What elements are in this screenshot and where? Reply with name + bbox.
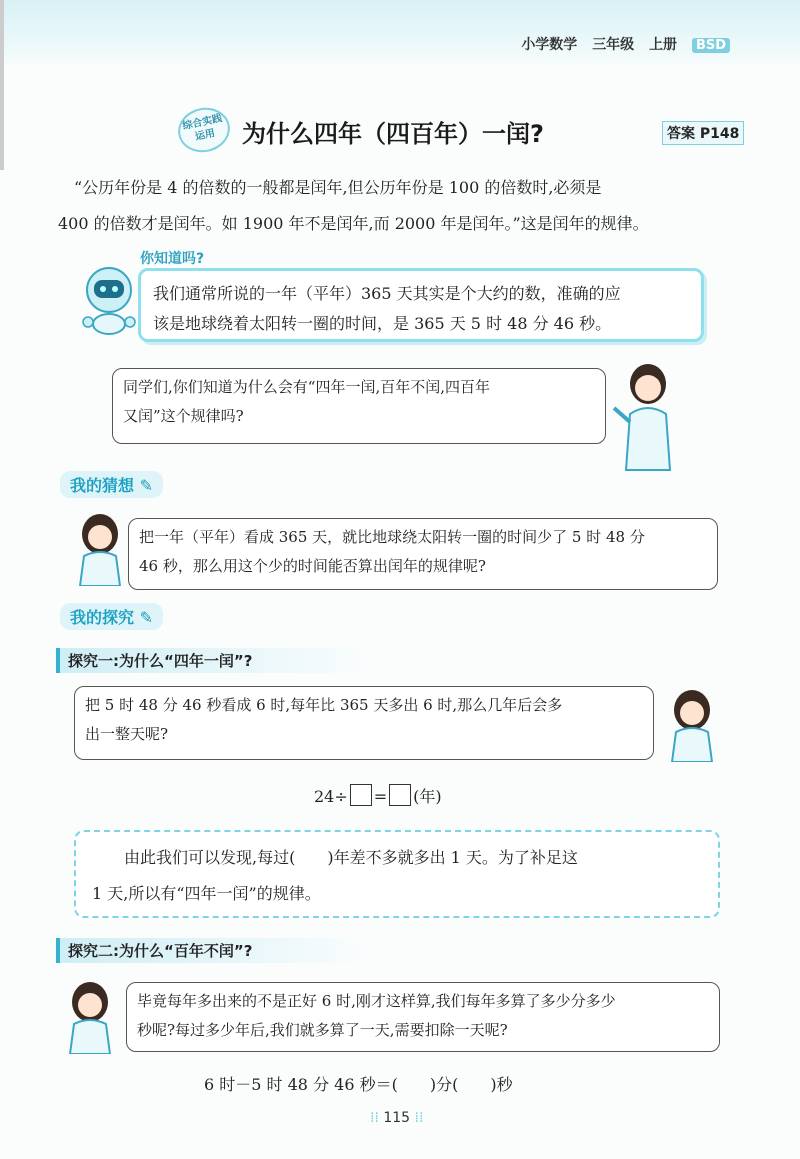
intro-line1: “公历年份是 4 的倍数的一般都是闰年,但公历年份是 100 的倍数时,必须是: [74, 178, 602, 197]
volume-label: 上册: [649, 37, 678, 53]
girl-illustration: [74, 512, 126, 586]
probe1-heading: 探究一:为什么“四年一闰”?: [56, 648, 376, 673]
guess-speech-bubble: [128, 518, 718, 590]
subject-label: 小学数学: [521, 37, 578, 53]
probe2-speech-bubble: [126, 982, 720, 1052]
page-number: [370, 1110, 423, 1126]
probe1-speech-bubble: [74, 686, 654, 760]
badge-line2: 运用: [194, 127, 217, 143]
page-edge: [0, 0, 4, 170]
page-dots-right: ⁞⁞: [414, 1110, 424, 1126]
conclusion-line1: 由此我们可以发现,每过( )年差不多就多出 1 天。为了补足这: [124, 848, 578, 867]
practice-badge: [174, 103, 234, 157]
intro-line2: 400 的倍数才是闰年。如 1900 年不是闰年,而 2000 年是闰年。”这是闰年的规律。: [58, 214, 649, 233]
eq-dividend: 24÷: [314, 787, 348, 806]
page-number-text: 115: [383, 1110, 411, 1126]
did-you-know-box: [138, 268, 704, 342]
answer-label: 答案: [667, 126, 695, 142]
pencil-icon: ✎: [139, 476, 153, 495]
explore-heading: [60, 603, 163, 630]
eq-equals: =: [373, 787, 388, 806]
did-you-know-line1: 我们通常所说的一年（平年）365 天其实是个大约的数，准确的应: [153, 284, 621, 303]
conclusion-line2: 1 天,所以有“四年一闰”的规律。: [92, 884, 321, 903]
probe2-heading: 探究二:为什么“百年不闰”?: [56, 938, 376, 963]
probe1-line1: 把 5 时 48 分 46 秒看成 6 时,每年比 365 天多出 6 时,那么几年后会多: [85, 696, 563, 714]
probe2-line1: 毕竟每年多出来的不是正好 6 时,刚才这样算,我们每年多算了多少分多少: [137, 992, 616, 1010]
intro-paragraph: [58, 170, 748, 242]
teacher-speech-bubble: [112, 368, 606, 444]
girl-illustration-3: [64, 980, 116, 1054]
edition-badge: BSD: [692, 38, 730, 53]
guess-line2: 46 秒，那么用这个少的时间能否算出闰年的规律呢?: [139, 557, 486, 575]
answer-box-2[interactable]: [389, 784, 411, 806]
guess-line1: 把一年（平年）看成 365 天，就比地球绕太阳转一圈的时间少了 5 时 48 分: [139, 528, 645, 546]
eq-unit: (年): [413, 787, 442, 806]
answer-page: P148: [699, 126, 740, 142]
header-info: [511, 34, 730, 54]
teacher-line1: 同学们,你们知道为什么会有“四年一闰,百年不闰,四百年: [123, 378, 490, 396]
teacher-illustration: [612, 362, 684, 472]
probe1-conclusion-box: [74, 830, 720, 918]
badge-line1: 综合实践: [181, 113, 224, 133]
pencil-icon: ✎: [139, 608, 153, 627]
did-you-know-line2: 该是地球绕着太阳转一圈的时间，是 365 天 5 时 48 分 46 秒。: [153, 314, 612, 333]
did-you-know-label: 你知道吗?: [140, 251, 205, 267]
probe1-line2: 出一整天呢?: [85, 725, 169, 743]
girl-illustration-2: [666, 688, 718, 762]
guess-heading: [60, 471, 163, 498]
grade-label: 三年级: [592, 37, 635, 53]
robot-illustration: [78, 262, 140, 340]
explore-heading-text: 我的探究: [70, 608, 135, 627]
answer-box-1[interactable]: [350, 784, 372, 806]
probe2-equation: 6 时－5 时 48 分 46 秒＝( )分( )秒: [204, 1075, 513, 1094]
answer-ref: [662, 121, 744, 145]
guess-heading-text: 我的猜想: [70, 476, 135, 495]
probe1-equation: [314, 784, 442, 807]
page-dots-left: ⁞⁞: [370, 1110, 379, 1126]
probe2-line2: 秒呢?每过多少年后,我们就多算了一天,需要扣除一天呢?: [137, 1021, 508, 1039]
page-title: 为什么四年（四百年）一闰?: [242, 120, 544, 148]
teacher-line2: 又闰”这个规律吗?: [123, 407, 244, 425]
